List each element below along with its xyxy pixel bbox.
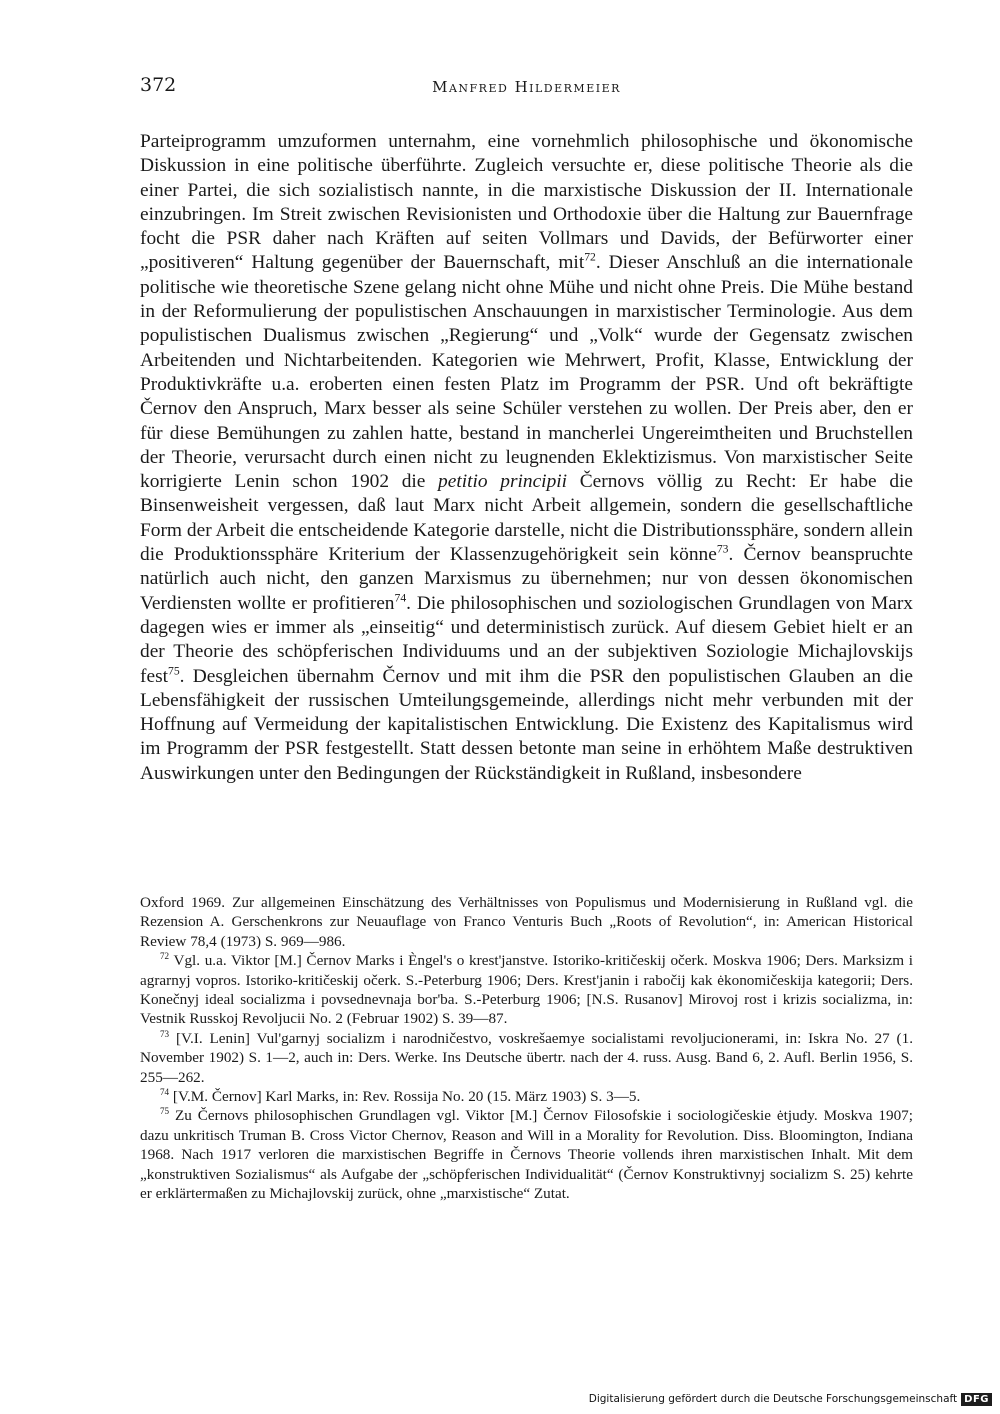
italic-term: petitio principii — [438, 471, 568, 493]
footnote-ref-74: 74 — [394, 591, 407, 605]
footnote-text: [V.I. Lenin] Vul'garnyj socializm i narodničestvo, voskrešaemye socialistami revoljucionerami, in: Iskra No. 27 (1. November 1902) S. 1—2, auch in: Ders. Werke. Ins Deutsche übertr. nach der 4. russ. Ausg. Band 6, 2. Aufl. Berlin 1956, S. 255—262. — [140, 1029, 913, 1086]
text-run: Černovs völlig zu Recht: Er habe die Binsenweisheit vergessen, daß laut Marx nicht Arbeit allgemein, sondern die gesellschaftliche Form der Arbeit die entscheidende Kategorie darstelle, nicht die Distributionssphäre, sondern allein die Produktionssphäre Kriterium der Klassenzugehörigkeit sein könne — [140, 471, 914, 566]
footnote-text: Zu Černovs philosophischen Grundlagen vgl. Viktor [M.] Černov Filosofskie i sociologičeskie ėtjudy. Moskva 1907; dazu unkritisch Truman B. Cross Victor Chernov, Reason and Will in a Morality for Revolution. Diss. Bloomington, Indiana 1968. Nach 1917 verloren die marxistischen Begriffe in Černovs Theorie vollends ihren marxistischen Inhalt. Mit dem „konstruktiven Sozialismus“ als Aufgabe der „schöpferischen Individualität“ (Černov Konstruktivnyj socializm S. 25) kehrte er erklärtermaßen zu Michajlovskij zurück, ohne „marxistische“ Zutat. — [140, 1107, 913, 1203]
main-text — [140, 130, 913, 786]
footnote-74 — [140, 1087, 913, 1106]
footnote-75 — [140, 1106, 913, 1203]
footnote-number: 73 — [160, 1028, 170, 1039]
text-run: . Die philosophischen und soziologischen Grundlagen von Marx dagegen wies er immer als „einseitig“ und deterministisch zurück. Auf diesem Gebiet hielt er an der Theorie des schöpferischen Individuums und an der subjektiven Soziologie Michajlovskijs fest — [140, 592, 913, 687]
footnote-text: Vgl. u.a. Viktor [M.] Černov Marks i Èngel's o krest'janstve. Istoriko-kritičeskij očerk. Moskva 1906; Ders. Marksizm i agrarnyj vopros. Istoriko-kritičeskij očerk. S.-Peterburg 1906; Ders. Krest'janin i rabočij kak ėkonomičeskija kategorii; Ders. Konečnyj ideal socializma i povsednevnaja bor'ba. S.-Peterburg 1906; [N.S. Rusanov] Mirovoj rost i krizis socializma, in: Vestnik Russkoj Revoljucii No. 2 (Februar 1902) S. 39—87. — [140, 952, 913, 1028]
footnotes — [140, 893, 913, 1204]
footnote-ref-75: 75 — [168, 664, 180, 678]
digitization-footer — [589, 1390, 992, 1408]
text-run: Parteiprogramm umzuformen unternahm, eine vornehmlich philosophische und ökonomische Diskussion in eine politische überführte. Zugleich versuchte er, diese politische Theorie als die einer Partei, die sich sozialistisch nannte, in die marxistische Diskussion der II. Internationale einzubringen. Im Streit zwischen Revisionisten und Orthodoxie über die Haltung zur Bauernfrage focht die PSR daher nach Kräften auf seiten Vollmars und Davids, der Befürworter einer „positiveren“ Haltung gegenüber der Bauernschaft, mit — [140, 131, 913, 274]
paragraph — [140, 130, 913, 786]
footnote-text: [V.M. Černov] Karl Marks, in: Rev. Rossija No. 20 (15. März 1903) S. 3—5. — [169, 1088, 641, 1106]
footnote-number: 74 — [160, 1087, 170, 1097]
text-run: . Dieser Anschluß an die internationale politische wie theoretische Szene gelang nicht ohne Mühe und nicht ohne Preis. Die Mühe bestand in der Reformulierung der populistischen Anschauungen in marxistischer Terminologie. Aus dem populistischen Dualismus zwischen „Regierung“ und „Volk“ wurde der Gegensatz zwischen Arbeitenden und Nichtarbeitenden. Kategorien wie Mehrwert, Profit, Klasse, Entwicklung der Produktivkräfte u.a. eroberten einen festen Platz im Programm der PSR. Und oft bekräftigte Černov den Anspruch, Marx besser als seine Schüler verstehen zu wollen. Der Preis aber, den er für diese Bemühungen zu zahlen hatte, bestand in mancherlei Ungereimtheiten und Bruchstellen der Theorie, verursacht durch einen nicht zu leugnenden Eklektizismus. Von marxistischer Seite korrigierte Lenin schon 1902 die — [140, 252, 913, 493]
footnote-ref-73: 73 — [716, 542, 729, 556]
running-head: Manfred Hildermeier — [432, 78, 621, 96]
footnote-ref-72: 72 — [584, 251, 596, 265]
footnote-continuation: Oxford 1969. Zur allgemeinen Einschätzung des Verhältnisses von Populismus und Modernisierung in Rußland vgl. die Rezension A. Gerschenkrons zur Neuauflage von Franco Venturis Buch „Roots of Revolution“, in: American Historical Review 78,4 (1973) S. 969—986. — [140, 894, 913, 950]
footnote-72 — [140, 951, 913, 1029]
footnote-number: 75 — [160, 1106, 170, 1117]
page-number: 372 — [140, 74, 177, 96]
text-run: . Černov beanspruchte natürlich auch nicht, den ganzen Marxismus zu übernehmen; nur von dessen ökonomischen Verdiensten wollte er profitieren — [140, 544, 913, 614]
page-header — [140, 74, 913, 100]
funding-credit: Digitalisierung gefördert durch die Deutsche Forschungsgemeinschaft — [588, 1393, 958, 1405]
footnote-number: 72 — [160, 951, 170, 962]
footnote-73 — [140, 1029, 913, 1087]
dfg-logo: DFG — [961, 1393, 992, 1406]
text-run: . Desgleichen übernahm Černov und mit ihm die PSR den populistischen Glauben an die Lebensfähigkeit der russischen Umteilungsgemeinde, allerdings nicht mehr verbunden mit der Hoffnung auf Vermeidung der kapitalistischen Entwicklung. Die Existenz des Kapitalismus wird im Programm der PSR festgestellt. Statt dessen betonte man seine in erhöhtem Maße destruktiven Auswirkungen unter den Bedingungen der Rückständigkeit in Rußland, insbesondere — [140, 665, 913, 784]
